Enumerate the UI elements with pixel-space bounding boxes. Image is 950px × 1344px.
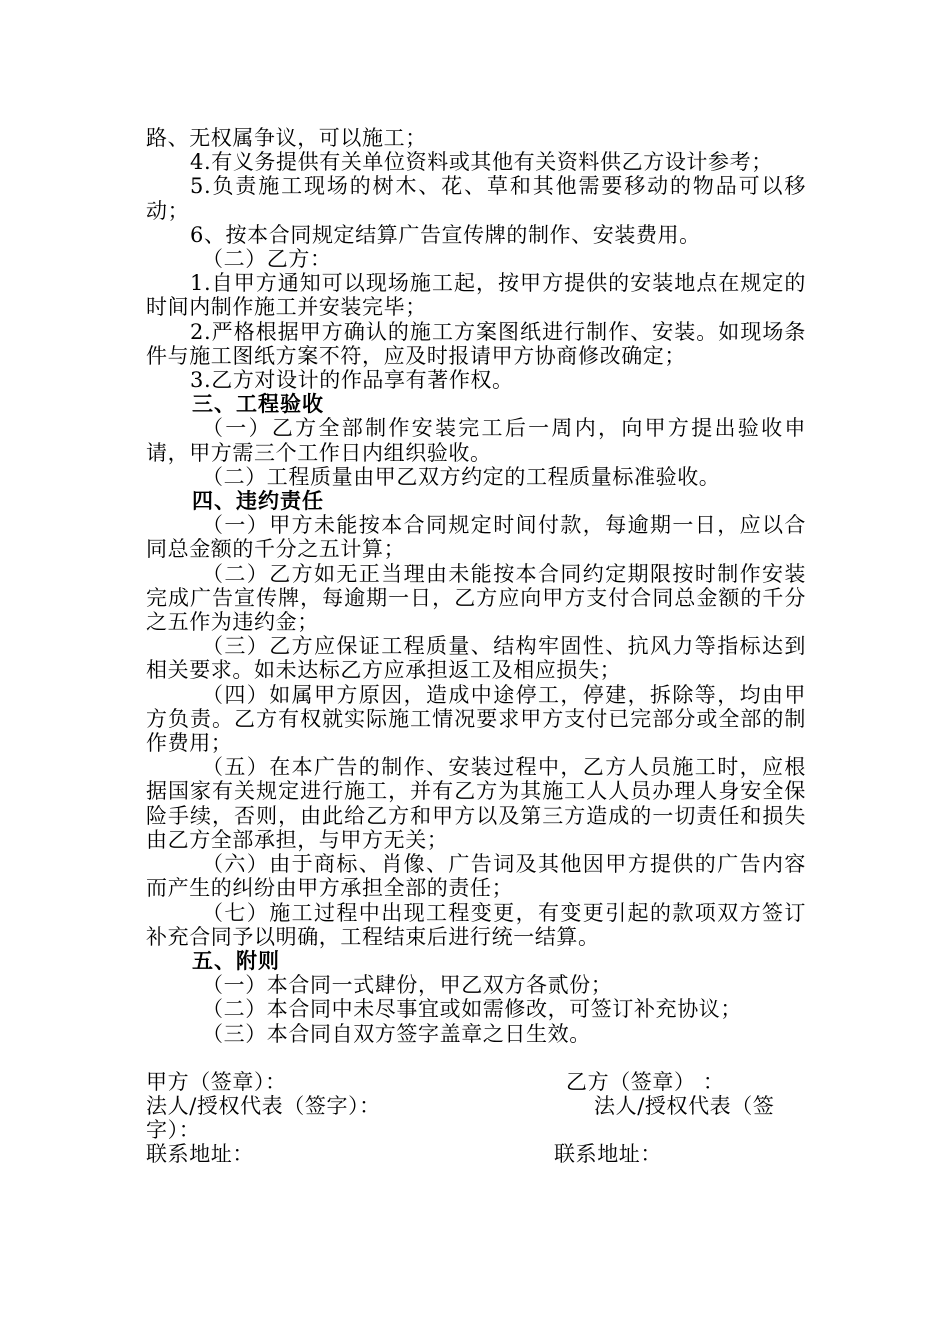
- paragraph-liability-4: （四）如属甲方原因，造成中途停工，停建，拆除等，均由甲方负责。乙方有权就实际施工情况要求甲方支付已完部分或全部的制作费用；: [146, 682, 806, 756]
- party-b-address-label: 联系地址：: [554, 1142, 662, 1167]
- paragraph-liability-2: （二）乙方如无正当理由未能按本合同约定期限按时制作安装完成广告宣传牌，每逾期一日，乙方应向甲方支付合同总金额的千分之五作为违约金；: [146, 561, 806, 635]
- signature-spacer: [146, 1046, 806, 1070]
- paragraph-supplementary-2: （二）本合同中未尽事宜或如需修改，可签订补充协议；: [202, 997, 742, 1022]
- paragraph-b1: 1.自甲方通知可以现场施工起，按甲方提供的安装地点在规定的时间内制作施工并安装完毕；: [146, 271, 806, 320]
- paragraph-b2: 2.严格根据甲方确认的施工方案图纸进行制作、安装。如现场条件与施工图纸方案不符，应及时报请甲方协商修改确定；: [146, 319, 806, 368]
- section-heading-acceptance: 三、工程验收: [192, 392, 324, 417]
- signature-row-address: [146, 1142, 806, 1166]
- party-a-seal-label: 甲方（签章）：: [146, 1069, 287, 1094]
- paragraph-b3: 3.乙方对设计的作品享有著作权。: [190, 368, 514, 393]
- paragraph-acceptance-1: （一）乙方全部制作安装完工后一周内，向甲方提出验收申请，甲方需三个工作日内组织验收。: [146, 416, 806, 465]
- paragraph-a5: 5.负责施工现场的树木、花、草和其他需要移动的物品可以移动；: [146, 174, 806, 223]
- signature-row-seal: [146, 1070, 806, 1094]
- paragraph-supplementary-1: （一）本合同一式肆份，甲乙双方各贰份；: [202, 973, 613, 998]
- paragraph-liability-6: （六）由于商标、肖像、广告词及其他因甲方提供的广告内容而产生的纠纷由甲方承担全部的责任；: [146, 852, 806, 901]
- paragraph-a4: 4.有义务提供有关单位资料或其他有关资料供乙方设计参考；: [190, 150, 773, 175]
- section-heading-liability: 四、违约责任: [192, 489, 324, 514]
- party-a-address-label: 联系地址：: [146, 1142, 254, 1167]
- contract-page: [146, 126, 806, 1166]
- signature-row-representative: [146, 1094, 806, 1118]
- paragraph-acceptance-2: （二）工程质量由甲乙双方约定的工程质量标准验收。: [202, 464, 721, 489]
- paragraph-liability-1: （一）甲方未能按本合同规定时间付款，每逾期一日，应以合同总金额的千分之五计算；: [146, 513, 806, 562]
- party-a-representative-label: 法人/授权代表（签字）：: [146, 1093, 381, 1118]
- party-b-seal-label: 乙方（签章） ：: [566, 1069, 725, 1094]
- section-heading-supplementary: 五、附则: [192, 948, 280, 973]
- paragraph-liability-7: （七）施工过程中出现工程变更，有变更引起的款项双方签订补充合同予以明确，工程结束后进行统一结算。: [146, 900, 806, 949]
- party-b-representative-label: 法人/授权代表（签: [594, 1093, 775, 1118]
- paragraph-a6: 6、按本合同规定结算广告宣传牌的制作、安装费用。: [190, 222, 701, 247]
- signature-row-representative-wrap: [146, 1118, 806, 1142]
- paragraph-liability-5: （五）在本广告的制作、安装过程中，乙方人员施工时，应根据国家有关规定进行施工，并有乙方为其施工人人员办理人身安全保险手续，否则，由此给乙方和甲方以及第三方造成的一切责任和损失由乙方全部承担，与甲方无关；: [146, 755, 806, 852]
- party-b-representative-label-cont: 字）：: [146, 1118, 201, 1143]
- paragraph-supplementary-3: （三）本合同自双方签字盖章之日生效。: [202, 1021, 591, 1046]
- paragraph-a3-cont: 路、无权属争议，可以施工；: [146, 126, 427, 150]
- subheading-party-b: （二）乙方：: [202, 247, 332, 272]
- paragraph-liability-3: （三）乙方应保证工程质量、结构牢固性、抗风力等指标达到相关要求。如未达标乙方应承担返工及相应损失；: [146, 634, 806, 683]
